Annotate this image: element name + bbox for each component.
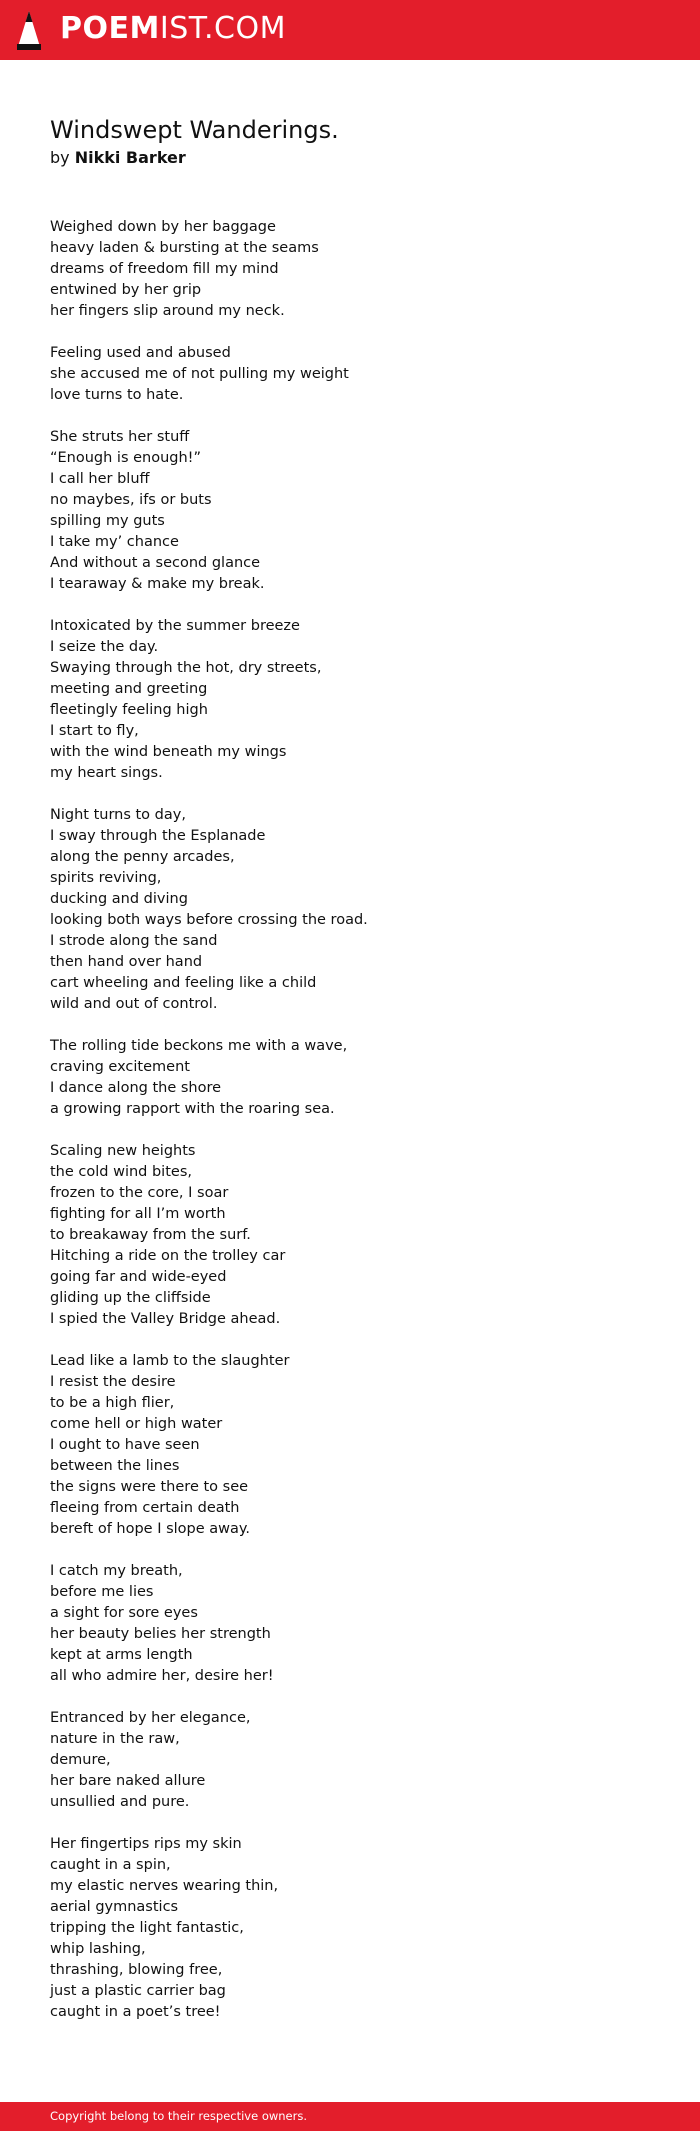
site-logo[interactable] — [60, 11, 286, 47]
poem-line: Swaying through the hot, dry streets, — [50, 660, 322, 676]
poem-line: cart wheeling and feeling like a child — [50, 975, 317, 991]
poem-line: no maybes, ifs or buts — [50, 492, 212, 508]
poem-line: I catch my breath, — [50, 1563, 183, 1579]
stanza — [50, 1036, 650, 1120]
poem-line: come hell or high water — [50, 1416, 223, 1432]
poem-line: kept at arms length — [50, 1647, 193, 1663]
stanza — [50, 1834, 650, 2023]
poem-line: wild and out of control. — [50, 996, 218, 1012]
poem-line: a growing rapport with the roaring sea. — [50, 1101, 335, 1117]
poem-line: then hand over hand — [50, 954, 203, 970]
poem-line: all who admire her, desire her! — [50, 1668, 274, 1684]
poem-line: craving excitement — [50, 1059, 190, 1075]
poem-line: dreams of freedom fill my mind — [50, 261, 279, 277]
poem-line: I seize the day. — [50, 639, 159, 655]
poem-line: entwined by her grip — [50, 282, 202, 298]
author-name: Nikki Barker — [74, 148, 186, 167]
logo-bold-text: POEM — [60, 11, 160, 46]
poem-line: fleetingly feeling high — [50, 702, 208, 718]
poem-line: fleeing from certain death — [50, 1500, 240, 1516]
stanza — [50, 217, 650, 322]
poem-line: Scaling new heights — [50, 1143, 196, 1159]
poem-line: frozen to the core, I soar — [50, 1185, 229, 1201]
poem-line: bereft of hope I slope away. — [50, 1521, 251, 1537]
poem-line: the signs were there to see — [50, 1479, 249, 1495]
poem-line: to breakaway from the surf. — [50, 1227, 251, 1243]
poem-line: I spied the Valley Bridge ahead. — [50, 1311, 281, 1327]
poem-line: whip lashing, — [50, 1941, 146, 1957]
logo-light-text: IST.COM — [159, 11, 286, 46]
poem-line: Feeling used and abused — [50, 345, 231, 361]
poem-body — [50, 217, 650, 2044]
poem-line: a sight for sore eyes — [50, 1605, 198, 1621]
copyright-text: Copyright belong to their respective owners. — [50, 2109, 308, 2123]
poem-line: Lead like a lamb to the slaughter — [50, 1353, 290, 1369]
poem-line: I tearaway & make my break. — [50, 576, 265, 592]
poem-line: tripping the light fantastic, — [50, 1920, 244, 1936]
poem-line: before me lies — [50, 1584, 154, 1600]
poem-line: my heart sings. — [50, 765, 163, 781]
poem-line: with the wind beneath my wings — [50, 744, 287, 760]
poem-line: she accused me of not pulling my weight — [50, 366, 349, 382]
poem-line: along the penny arcades, — [50, 849, 235, 865]
poem-line: I call her bluff — [50, 471, 150, 487]
stanza — [50, 427, 650, 595]
poem-line: Weighed down by her baggage — [50, 219, 276, 235]
poem-line: the cold wind bites, — [50, 1164, 192, 1180]
by-label: by — [50, 148, 70, 167]
poem-line: I sway through the Esplanade — [50, 828, 266, 844]
poem-line: love turns to hate. — [50, 387, 184, 403]
poem-line: her beauty belies her strength — [50, 1626, 271, 1642]
poem-line: I strode along the sand — [50, 933, 218, 949]
poem-line: I ought to have seen — [50, 1437, 200, 1453]
poem-line: between the lines — [50, 1458, 180, 1474]
poem-line: heavy laden & bursting at the seams — [50, 240, 319, 256]
pencil-tip-icon[interactable] — [16, 10, 42, 52]
poem-line: Her fingertips rips my skin — [50, 1836, 242, 1852]
poem-line: spirits reviving, — [50, 870, 162, 886]
site-footer — [0, 2102, 700, 2131]
poem-line: ducking and diving — [50, 891, 188, 907]
stanza — [50, 343, 650, 406]
poem-line: demure, — [50, 1752, 111, 1768]
site-header — [0, 0, 700, 60]
poem-line: Hitching a ride on the trolley car — [50, 1248, 286, 1264]
poem-line: to be a high flier, — [50, 1395, 175, 1411]
poem-line: fighting for all I’m worth — [50, 1206, 226, 1222]
poem-line: aerial gymnastics — [50, 1899, 179, 1915]
poem-line: looking both ways before crossing the road. — [50, 912, 368, 928]
poem-line: Intoxicated by the summer breeze — [50, 618, 300, 634]
stanza — [50, 616, 650, 784]
poem-line: my elastic nerves wearing thin, — [50, 1878, 279, 1894]
poem-line: meeting and greeting — [50, 681, 208, 697]
poem-line: Night turns to day, — [50, 807, 186, 823]
poem-line: caught in a poet’s tree! — [50, 2004, 221, 2020]
poem-line: thrashing, blowing free, — [50, 1962, 223, 1978]
poem-line: The rolling tide beckons me with a wave, — [50, 1038, 348, 1054]
stanza — [50, 805, 650, 1015]
poem-line: caught in a spin, — [50, 1857, 171, 1873]
poem-line: gliding up the cliffside — [50, 1290, 211, 1306]
poem-line: I dance along the shore — [50, 1080, 222, 1096]
poem-line: I start to fly, — [50, 723, 139, 739]
poem-title: Windswept Wanderings. — [50, 116, 339, 144]
poem-line: her bare naked allure — [50, 1773, 206, 1789]
poem-line: unsullied and pure. — [50, 1794, 190, 1810]
poem-line: her fingers slip around my neck. — [50, 303, 285, 319]
poem-line: just a plastic carrier bag — [50, 1983, 226, 1999]
poem-line: spilling my guts — [50, 513, 165, 529]
stanza — [50, 1561, 650, 1687]
poem-line: She struts her stuff — [50, 429, 190, 445]
poem-line: I resist the desire — [50, 1374, 176, 1390]
stanza — [50, 1708, 650, 1813]
poem-line: Entranced by her elegance, — [50, 1710, 251, 1726]
stanza — [50, 1141, 650, 1330]
stanza — [50, 1351, 650, 1540]
byline — [50, 146, 186, 170]
poem-line: “Enough is enough!” — [50, 450, 202, 466]
poem-line: And without a second glance — [50, 555, 261, 571]
poem-line: I take my’ chance — [50, 534, 179, 550]
poem-line: nature in the raw, — [50, 1731, 180, 1747]
poem-line: going far and wide-eyed — [50, 1269, 227, 1285]
